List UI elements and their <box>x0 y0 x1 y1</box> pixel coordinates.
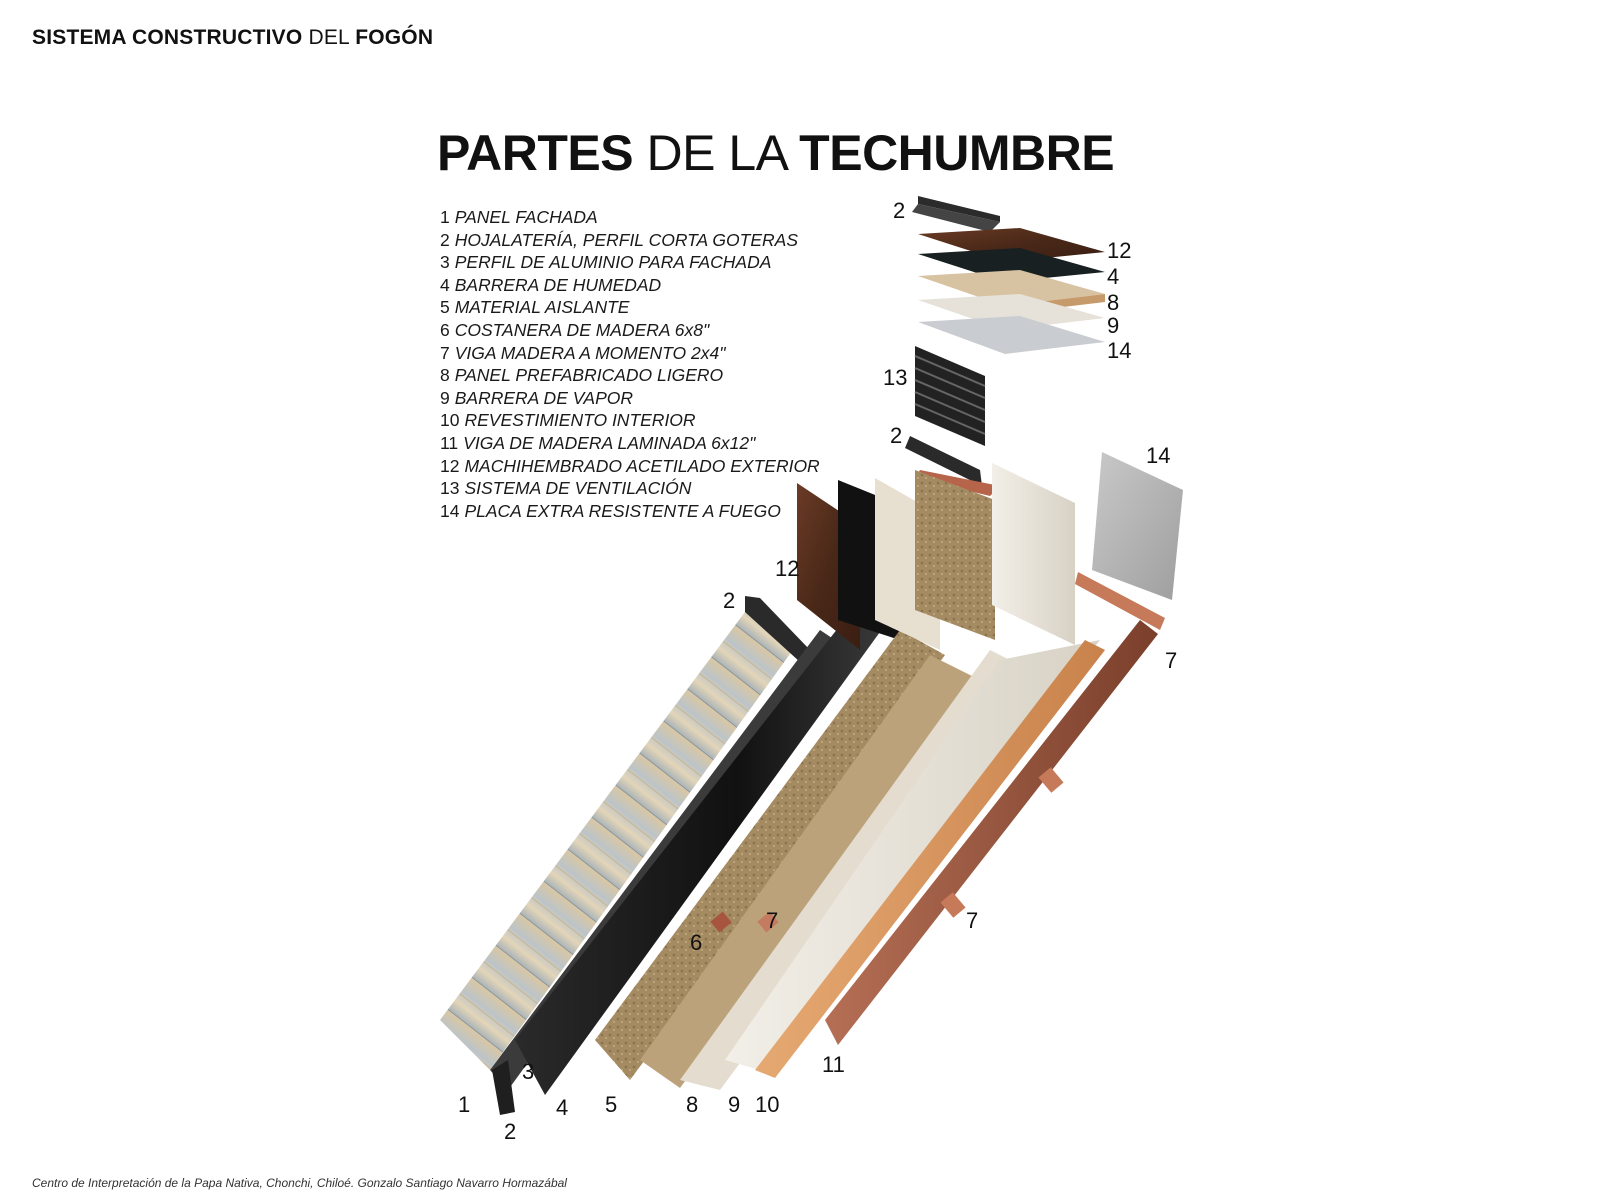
legend-number: 3 <box>440 252 450 273</box>
upper-layer-stack <box>912 196 1105 354</box>
legend-number: 14 <box>440 500 460 521</box>
tag-bot-5: 5 <box>605 1092 618 1117</box>
legend-number: 4 <box>440 274 450 295</box>
legend-label: BARRERA DE VAPOR <box>454 387 634 408</box>
legend-label: COSTANERA DE MADERA 6x8" <box>454 319 710 340</box>
tag-bot-8: 8 <box>686 1092 699 1117</box>
tag-mid-14: 14 <box>1146 443 1171 468</box>
tag-top-8: 8 <box>1107 290 1120 315</box>
title-bold-2: TECHUMBRE <box>799 125 1115 181</box>
legend-label: PLACA EXTRA RESISTENTE A FUEGO <box>464 500 781 521</box>
image-credit: Centro de Interpretación de la Papa Nativa, Chonchi, Chiloé. Gonzalo Santiago Navarro Hormazábal <box>32 1176 567 1190</box>
legend-number: 5 <box>440 297 450 318</box>
legend-label: MATERIAL AISLANTE <box>454 297 630 318</box>
legend-number: 8 <box>440 365 450 386</box>
tag-top-2: 2 <box>893 198 906 223</box>
legend-label: HOJALATERÍA, PERFIL CORTA GOTERAS <box>454 229 799 250</box>
legend-label: MACHIHEMBRADO ACETILADO EXTERIOR <box>464 455 820 476</box>
legend-label: VIGA DE MADERA LAMINADA 6x12" <box>463 432 756 453</box>
title-light: DE LA <box>646 125 786 181</box>
title-bold-1: PARTES <box>437 125 634 181</box>
tag-bot-4: 4 <box>556 1095 569 1120</box>
layer-lining-standing <box>992 463 1075 645</box>
layer-fire-board-standing <box>1092 452 1183 600</box>
sheet-fire-board <box>918 316 1105 354</box>
legend-label: SISTEMA DE VENTILACIÓN <box>464 478 692 499</box>
legend-label: BARRERA DE HUMEDAD <box>454 274 662 295</box>
tag-bot-3: 3 <box>522 1059 535 1084</box>
legend-number: 13 <box>440 478 460 499</box>
tag-top-9: 9 <box>1107 313 1120 338</box>
tag-bot-10: 10 <box>755 1092 780 1117</box>
tag-bot-9: 9 <box>728 1092 741 1117</box>
tag-top-12: 12 <box>1107 238 1132 263</box>
legend-label: PERFIL DE ALUMINIO PARA FACHADA <box>454 252 772 273</box>
tag-bot-1: 1 <box>458 1092 471 1117</box>
legend-number: 2 <box>440 229 450 250</box>
header-bold-1: SISTEMA CONSTRUCTIVO <box>32 26 303 49</box>
header-bold-2: FOGÓN <box>355 26 434 49</box>
legend-number: 11 <box>440 432 459 453</box>
tag-bot-2: 2 <box>504 1119 517 1144</box>
tag-bot-7: 7 <box>766 908 779 933</box>
tag-bot-11: 11 <box>822 1052 845 1077</box>
ventilation-system <box>915 346 985 446</box>
tag-right-7: 7 <box>1165 648 1178 673</box>
tag-mid-2: 2 <box>890 423 903 448</box>
tag-mid-2b: 2 <box>723 588 736 613</box>
tag-top-4: 4 <box>1107 264 1120 289</box>
header-light: DEL <box>308 26 350 49</box>
legend-label: VIGA MADERA A MOMENTO 2x4" <box>454 342 726 363</box>
legend-label: PANEL FACHADA <box>454 207 598 227</box>
legend-number: 12 <box>440 455 460 476</box>
legend-number: 6 <box>440 319 450 340</box>
layer-insulation-block <box>915 470 995 640</box>
tag-mid-13: 13 <box>883 365 908 390</box>
legend-number: 9 <box>440 387 450 408</box>
tag-bot-7b: 7 <box>966 908 979 933</box>
legend-number: 1 <box>440 207 450 227</box>
tag-mid-12: 12 <box>775 556 800 581</box>
legend-label: PANEL PREFABRICADO LIGERO <box>454 365 724 386</box>
legend-number: 10 <box>440 410 460 431</box>
tag-top-14: 14 <box>1107 338 1132 363</box>
legend-label: REVESTIMIENTO INTERIOR <box>464 410 696 431</box>
tag-bot-6: 6 <box>690 930 703 955</box>
legend-number: 7 <box>440 342 450 363</box>
